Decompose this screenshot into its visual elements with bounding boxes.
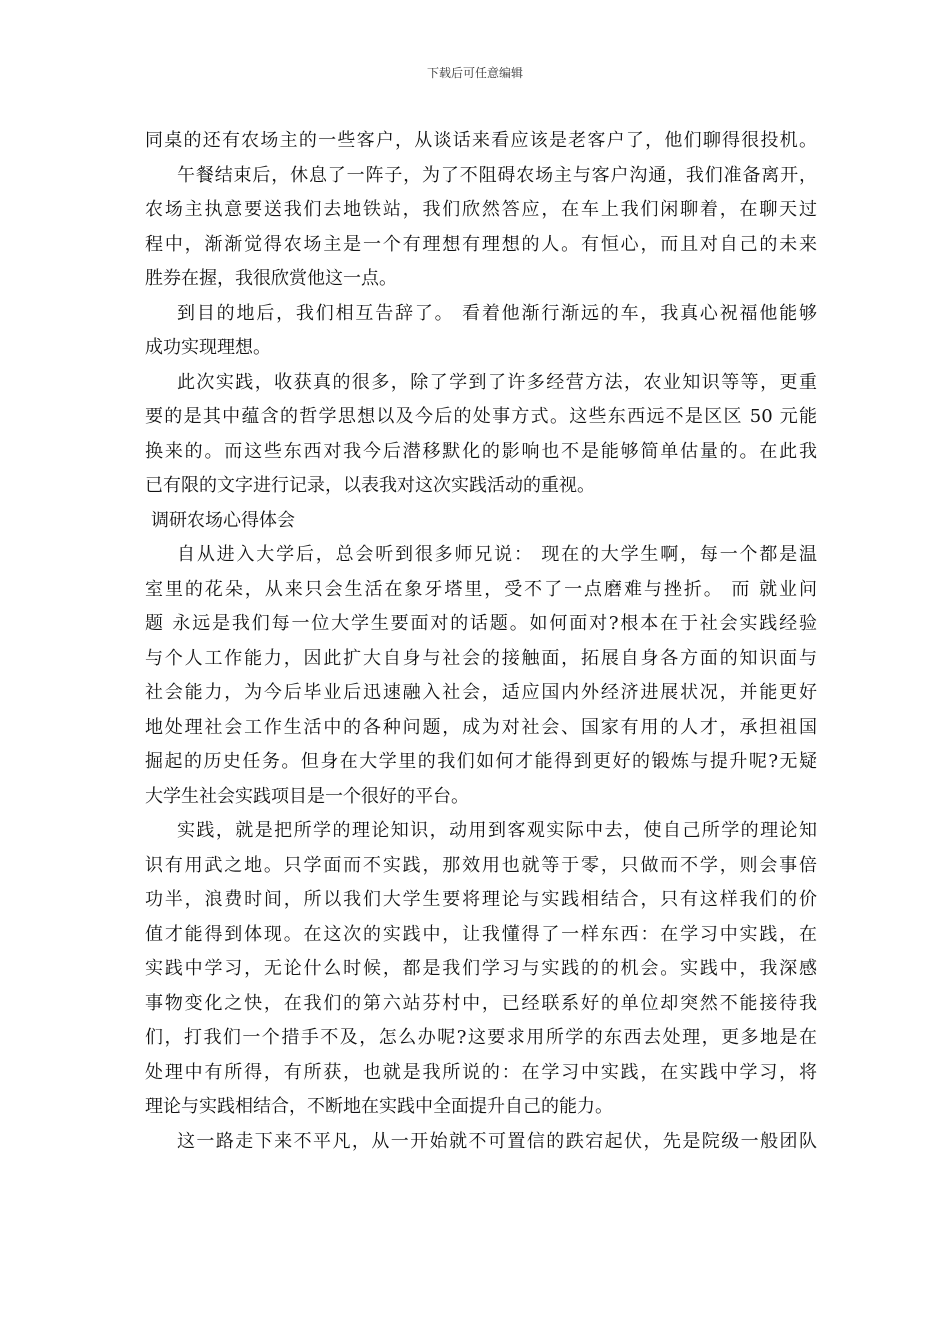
text-line: 们，打我们一个措手不及，怎么办呢?这要求用所学的东西去处理，更多地是在: [145, 1027, 817, 1048]
paragraph: [145, 1125, 817, 1160]
paragraph: [145, 124, 817, 159]
text-line: 到目的地后，我们相互告辞了。 看着他渐行渐远的车，我真心祝福他能够: [177, 302, 817, 324]
text-line: 地处理社会工作生活中的各种问题，成为对社会、国家有用的人才，承担祖国: [145, 716, 817, 738]
text-line: 已有限的文字进行记录，以表我对这次实践活动的重视。: [145, 475, 595, 496]
text-line: 换来的。而这些东西对我今后潜移默化的影响也不是能够简单估量的。在此我: [145, 440, 817, 462]
page-header: 下载后可任意编辑: [426, 66, 523, 80]
section-heading: [145, 504, 817, 539]
text-line: 要的是其中蕴含的哲学思想以及今后的处事方式。这些东西远不是区区 50 元能: [145, 406, 817, 427]
text-line: 社会能力，为今后毕业后迅速融入社会，适应国内外经济进展状况，并能更好: [145, 682, 817, 703]
text-line: 与个人工作能力，因此扩大自身与社会的接触面，拓展自身各方面的知识面与: [145, 647, 817, 669]
paragraph: [145, 297, 817, 366]
heading-line: 调研农场心得体会: [151, 509, 295, 531]
paragraph: [145, 159, 817, 297]
text-line: 农场主执意要送我们去地铁站，我们欣然答应，在车上我们闲聊着，在聊天过: [145, 199, 817, 220]
text-line: 午餐结束后，休息了一阵子，为了不阻碍农场主与客户沟通，我们准备离开，: [177, 164, 817, 186]
text-line: 此次实践，收获真的很多，除了学到了许多经营方法，农业知识等等，更重: [177, 371, 817, 393]
paragraph: [145, 538, 817, 814]
text-line: 同桌的还有农场主的一些客户，从谈话来看应该是老客户了，他们聊得很投机。: [145, 130, 817, 151]
document-body: [145, 124, 817, 1159]
text-line: 题 永远是我们每一位大学生要面对的话题。如何面对?根本在于社会实践经验: [145, 613, 817, 634]
text-line: 事物变化之快，在我们的第六站芬村中，已经联系好的单位却突然不能接待我: [145, 992, 817, 1014]
paragraph: [145, 366, 817, 504]
text-line: 这一路走下来不平凡，从一开始就不可置信的跌宕起伏，先是院级一般团队: [177, 1130, 817, 1152]
text-line: 室里的花朵，从来只会生活在象牙塔里，受不了一点磨难与挫折。 而 就业问: [145, 578, 817, 600]
text-line: 实践中学习，无论什么时候，都是我们学习与实践的的机会。实践中，我深感: [145, 958, 817, 979]
text-line: 自从进入大学后，总会听到很多师兄说： 现在的大学生啊，每一个都是温: [177, 544, 817, 565]
text-line: 胜券在握，我很欣赏他这一点。: [145, 268, 397, 289]
text-line: 掘起的历史任务。但身在大学里的我们如何才能得到更好的锻炼与提升呢?无疑: [145, 751, 817, 772]
text-line: 值才能得到体现。在这次的实践中，让我懂得了一样东西：在学习中实践，在: [145, 923, 817, 945]
text-line: 处理中有所得，有所获，也就是我所说的：在学习中实践，在实践中学习，将: [145, 1061, 817, 1083]
text-line: 功半，浪费时间，所以我们大学生要将理论与实践相结合，只有这样我们的价: [145, 889, 817, 910]
text-line: 识有用武之地。只学面而不实践，那效用也就等于零，只做而不学，则会事倍: [145, 854, 817, 876]
text-line: 程中，渐渐觉得农场主是一个有理想有理想的人。有恒心，而且对自己的未来: [145, 233, 817, 255]
text-line: 实践，就是把所学的理论知识，动用到客观实际中去，使自己所学的理论知: [177, 820, 817, 841]
text-line: 大学生社会实践项目是一个很好的平台。: [145, 785, 469, 807]
text-line: 理论与实践相结合，不断地在实践中全面提升自己的能力。: [145, 1096, 613, 1117]
text-line: 成功实现理想。: [145, 337, 271, 358]
paragraph: [145, 814, 817, 1125]
